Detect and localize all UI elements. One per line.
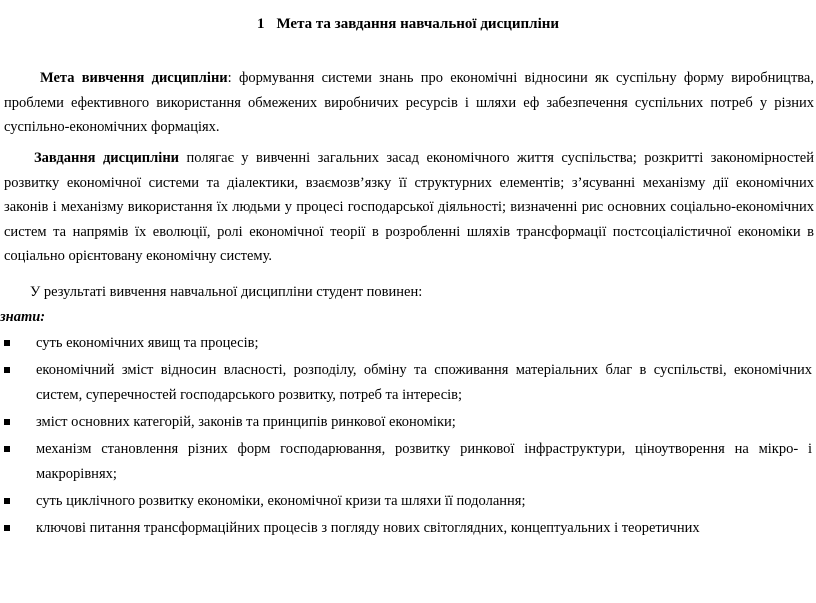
list-item-text: суть циклічного розвитку економіки, економічної кризи та шляхи її подолання;: [36, 493, 526, 509]
know-list: [0, 331, 816, 543]
goal-label: Мета вивчення дисципліни: [40, 70, 228, 86]
square-bullet-icon: [4, 367, 10, 373]
know-label: знати:: [0, 309, 46, 325]
section-heading: [0, 16, 816, 33]
tasks-text: полягає у вивченні загальних засад економічного життя суспільства; розкритті закономірностей розвитку економічної системи та діалектики, взаємозв’язку її структурних елементів; з’ясуванні механізму дії економічних законів і механізму використання їх людьми у процесі господарської діяльності; визначенні рис основних соціально-економічних систем та напрямів їх еволюції, ролі економічної теорії в розробленні шляхів трансформації постсоціалістичної економіки в соціально орієнтовану економічну систему.: [4, 150, 814, 264]
list-item-text: зміст основних категорій, законів та принципів ринкової економіки;: [36, 414, 456, 430]
list-item: [0, 489, 816, 514]
list-item: [0, 437, 816, 487]
square-bullet-icon: [4, 498, 10, 504]
list-item: [0, 516, 816, 541]
result-intro: У результаті вивчення навчальної дисципліни студент повинен:: [30, 284, 423, 300]
list-item-text: економічний зміст відносин власності, розподілу, обміну та споживання матеріальних благ в суспільстві, економічних систем, суперечностей господарського розвитку, потреб та інтересів;: [36, 362, 812, 403]
tasks-paragraph: [4, 146, 814, 269]
list-item-text: суть економічних явищ та процесів;: [36, 335, 259, 351]
list-item: [0, 358, 816, 408]
goal-text: : формування системи знань про економічні відносини як суспільну форму виробництва, проблеми ефективного використання обмежених виробничих ресурсів і шляхи еф забезпечення суспільних потреб у різних суспільно-економічних формаціях.: [4, 70, 814, 135]
list-item: [0, 410, 816, 435]
square-bullet-icon: [4, 446, 10, 452]
list-item-text: механізм становлення різних форм господарювання, розвитку ринкової інфраструктури, ціноутворення на мікро- і макрорівнях;: [36, 441, 812, 482]
list-item-text: ключові питання трансформаційних процесів з погляду нових світоглядних, концептуальних і теоретичних: [36, 520, 700, 536]
section-title: Мета та завдання навчальної дисципліни: [276, 16, 560, 32]
square-bullet-icon: [4, 525, 10, 531]
list-item: [0, 331, 816, 356]
section-number: 1: [256, 16, 265, 32]
tasks-label: Завдання дисципліни: [34, 150, 180, 166]
square-bullet-icon: [4, 419, 10, 425]
square-bullet-icon: [4, 340, 10, 346]
goal-paragraph: [4, 66, 814, 140]
